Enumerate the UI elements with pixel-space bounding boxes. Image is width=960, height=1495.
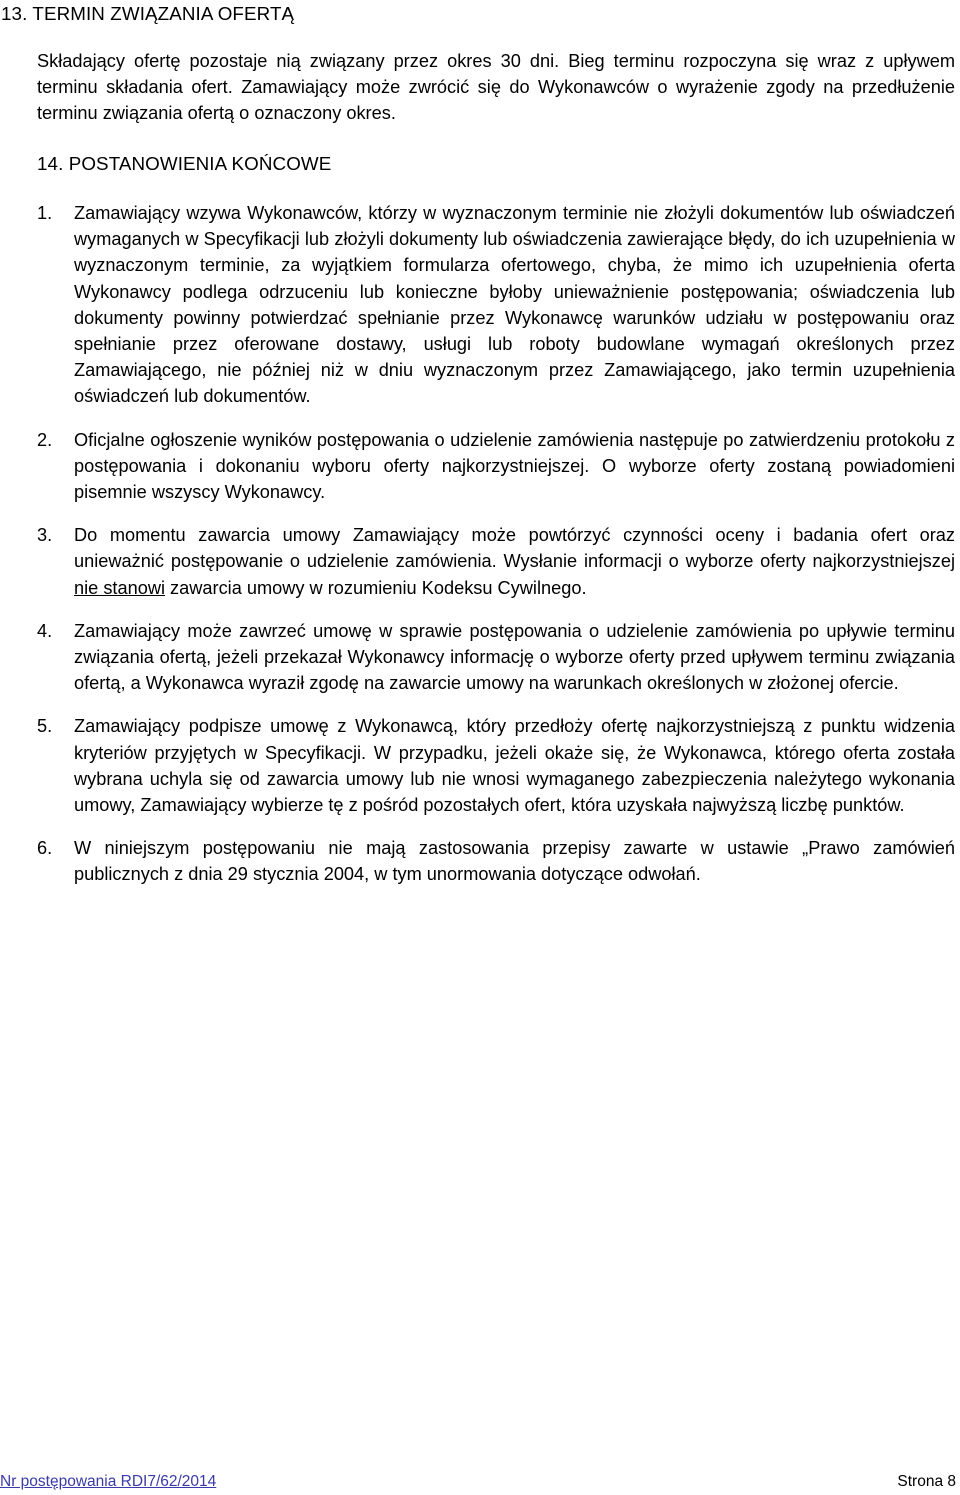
footer-page-number: Strona 8 (897, 1473, 956, 1490)
list-item-text: Zamawiający może zawrzeć umowę w sprawie postępowania o udzielenie zamówienia po upływie terminu związania ofertą, jeżeli przekazał Wykonawcy informację o wyborze oferty przed upływem terminu związania ofertą, a Wykonawca wyraził zgodę na zawarcie umowy na warunkach określonych w złożonej ofercie. (74, 620, 955, 694)
list-item-text: W niniejszym postępowaniu nie mają zastosowania przepisy zawarte w ustawie „Prawo zamówień publicznych z dnia 29 stycznia 2004, w tym unormowania dotyczące odwołań. (74, 838, 955, 885)
list-item-5 (37, 713, 955, 818)
section-13-paragraph: Składający ofertę pozostaje nią związany przez okres 30 dni. Bieg terminu rozpoczyna się wraz z upływem terminu składania ofert. Zamawiający może zwrócić się do Wykonawców o wyrażenie zgody na przedłużenie terminu związania ofertą o oznaczony okres. (37, 51, 955, 123)
list-item-text-part: Do momentu zawarcia umowy Zamawiający może powtórzyć czynności oceny i badania ofert oraz unieważnić postępowanie o udzielenie zamówienia. Wysłanie informacji o wyborze oferty najkorzystniejszej (74, 525, 955, 572)
footer-reference-link[interactable]: Nr postępowania RDI7/62/2014 (0, 1473, 217, 1490)
list-item-number: 1. (37, 203, 53, 223)
list-item-6 (37, 835, 955, 887)
list-item-number: 2. (37, 429, 53, 450)
list-item-number: 3. (37, 525, 53, 546)
list-item-number: 4. (37, 620, 53, 641)
list-item-number: 6. (37, 838, 53, 859)
list-item-text: Zamawiający wzywa Wykonawców, którzy w wyznaczonym terminie nie złożyli dokumentów lub oświadczeń wymaganych w Specyfikacji lub złożyli dokumenty lub oświadczenia zawierające błędy, do ich uzupełnienia w wyznaczonym terminie, za wyjątkiem formularza ofertowego, chyba, że mimo ich uzupełnienia oferta Wykonawcy podlega odrzuceniu lub konieczne byłoby unieważnienie postępowania; oświadczenia lub dokumenty powinny potwierdzać spełnianie przez Wykonawcę warunków udziału w postępowaniu oraz spełnianie przez oferowane dostawy, usługi lub roboty budowlane wymagań określonych przez Zamawiającego, nie później niż w dniu wyznaczonym przez Zamawiającego, jako termin uzupełnienia oświadczeń lub dokumentów. (74, 203, 955, 407)
list-item-3 (37, 522, 955, 601)
list-item-number: 5. (37, 716, 53, 737)
list-item-text-part: zawarcia umowy w rozumieniu Kodeksu Cywilnego. (165, 577, 587, 598)
list-item-text: Zamawiający podpisze umowę z Wykonawcą, który przedłoży ofertę najkorzystniejszą z punktu widzenia kryteriów przyjętych w Specyfikacji. W przypadku, jeżeli okaże się, że Wykonawca, którego oferta została wybrana uchyla się od zawarcia umowy lub nie wnosi wymaganego zabezpieczenia należytego wykonania umowy, Zamawiający wybierze tę z pośród pozostałych ofert, która uzyskała najwyższą liczbę punktów. (74, 716, 955, 816)
list-item-4 (37, 618, 955, 697)
list-item-1 (37, 200, 955, 410)
section-14-list (37, 200, 955, 905)
underlined-text: nie stanowi (74, 577, 165, 598)
section-14-heading: 14. POSTANOWIENIA KOŃCOWE (37, 153, 332, 174)
section-13-heading: 13. TERMIN ZWIĄZANIA OFERTĄ (1, 3, 295, 24)
list-item-2 (37, 427, 955, 506)
list-item-text: Oficjalne ogłoszenie wyników postępowania o udzielenie zamówienia następuje po zatwierdzeniu protokołu z postępowania i dokonaniu wyboru oferty najkorzystniejszej. O wyborze oferty zostaną powiadomieni pisemnie wszyscy Wykonawcy. (74, 429, 955, 503)
